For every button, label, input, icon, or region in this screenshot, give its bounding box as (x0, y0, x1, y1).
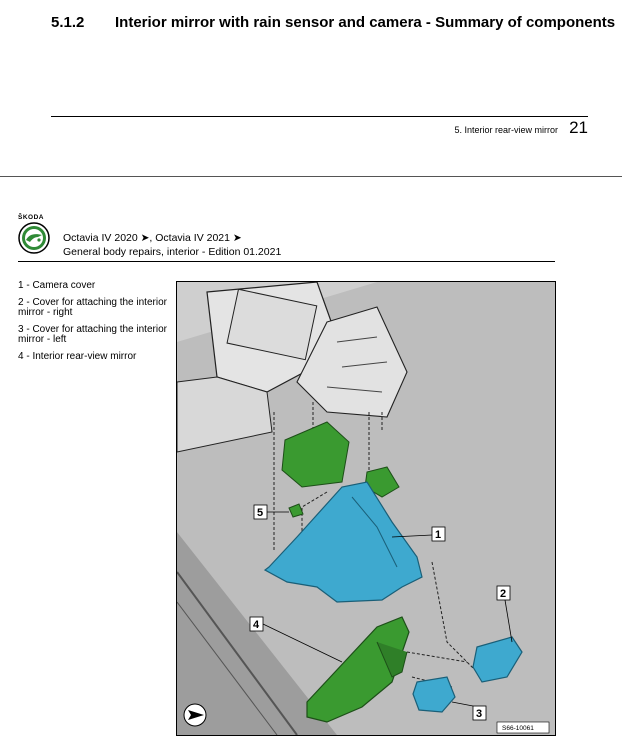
exploded-view-figure (176, 281, 556, 736)
legend-item: 3 - Cover for attaching the interior mirror - left (18, 323, 167, 345)
legend-item: 2 - Cover for attaching the interior mirror - right (18, 296, 167, 318)
page-break-divider (0, 176, 622, 177)
legend-item: 1 - Camera cover (18, 280, 96, 291)
legend-item: 4 - Interior rear-view mirror (18, 350, 137, 362)
header-divider (18, 261, 555, 262)
skoda-logo-icon (18, 222, 50, 254)
callout-2: 2 (500, 588, 507, 600)
component-legend (18, 281, 168, 368)
section-number: 5.1.2 (51, 14, 85, 31)
manual-edition: General body repairs, interior - Edition 01.2021 (63, 246, 282, 258)
running-header-chapter: 5. Interior rear-view mirror (454, 125, 558, 135)
callout-1: 1 (435, 529, 442, 541)
brand-name: ŠKODA (18, 214, 44, 221)
callout-5: 5 (257, 507, 264, 519)
section-title: Interior mirror with rain sensor and camera - Summary of components (115, 14, 616, 31)
figure-id: S66-10061 (502, 725, 534, 732)
top-divider (51, 116, 588, 117)
callout-4: 4 (253, 619, 260, 631)
callout-3: 3 (476, 708, 483, 720)
model-line: Octavia IV 2020 ➤, Octavia IV 2021 ➤ (63, 232, 242, 244)
page-number: 21 (569, 118, 588, 137)
